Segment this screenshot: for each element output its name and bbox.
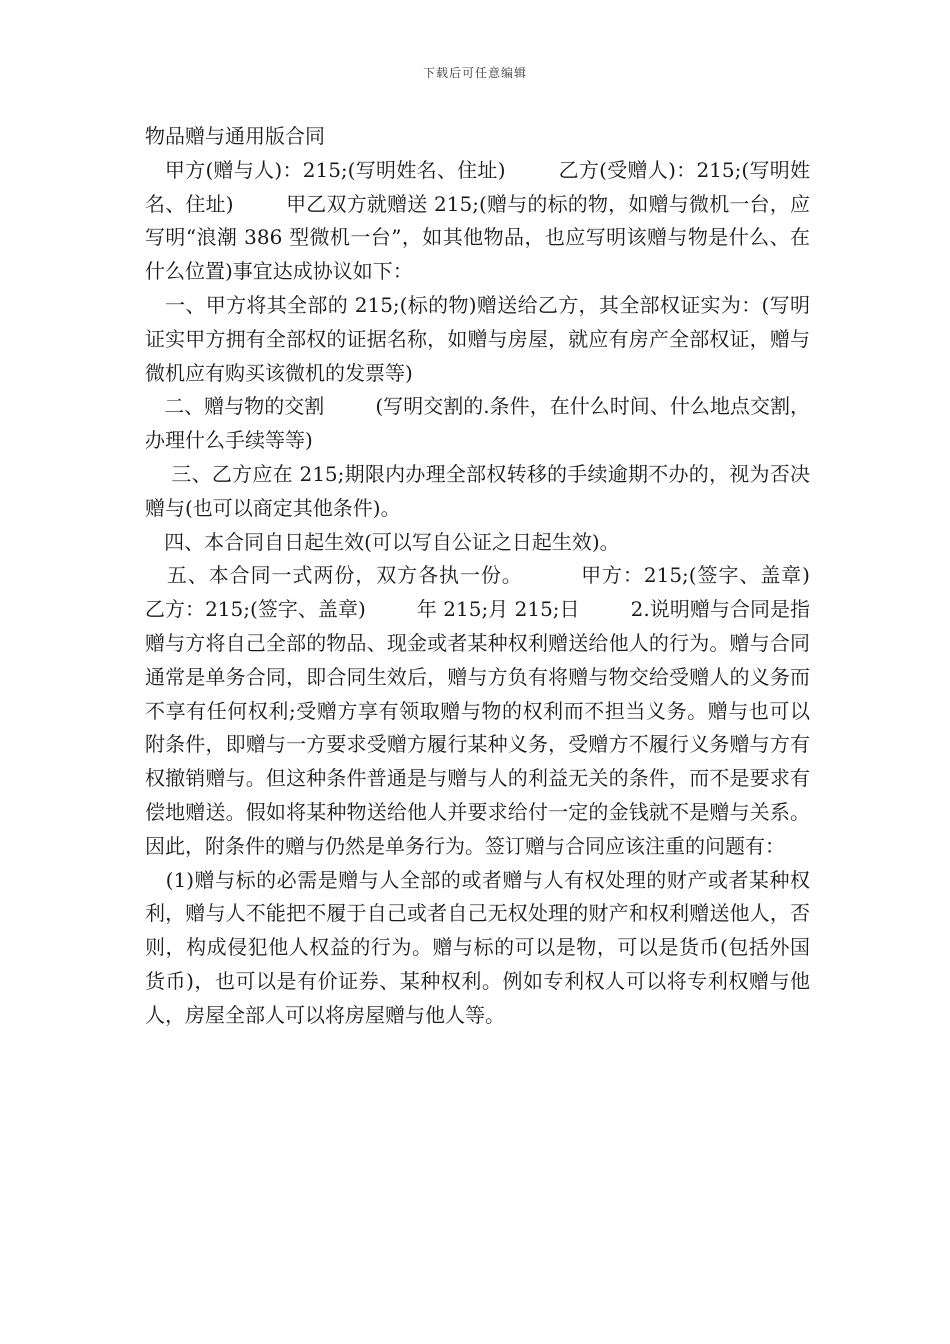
paragraph-clause-1: 一、甲方将其全部的 215;(标的物)赠送给乙方，其全部权证实为：(写明证实甲方拥有全部权的证据名称，如赠与房屋，就应有房产全部权证，赠与微机应有购买该微机的发票等) (145, 292, 810, 385)
paragraph-parties: 甲方(赠与人)：215;(写明姓名、住址) 乙方(受赠人)：215;(写明姓名、住址) 甲乙双方就赠送 215;(赠与的标的物，如赠与微机一台，应写明“浪潮 386 型微机一台”，如其他物品，也应写明该赠与物是什么、在什么位置)事宜达成协议如下： (145, 157, 810, 284)
paragraph-note-1: (1)赠与标的必需是赠与人全部的或者赠与人有权处理的财产或者某种权利，赠与人不能把不履于自己或者自己无权处理的财产和权利赠送他人，否则，构成侵犯他人权益的行为。赠与标的可以是物，可以是货币(包括外国货币)，也可以是有价证券、某种权利。例如专利权人可以将专利权赠与他人，房屋全部人可以将房屋赠与他人等。 (145, 867, 810, 1027)
paragraph-clause-5-and-notes: 五、本合同一式两份，双方各执一份。 甲方：215;(签字、盖章) 乙方：215;(签字、盖章) 年 215;月 215;日 2.说明赠与合同是指赠与方将自己全部的物品、现金或者某种权利赠送给他人的行为。赠与合同通常是单务合同，即合同生效后，赠与方负有将赠与物交给受赠人的义务而不享有任何权利;受赠方享有领取赠与物的权利而不担当义务。赠与也可以附条件，即赠与一方要求受赠方履行某种义务，受赠方不履行义务赠与方有权撤销赠与。但这种条件普通是与赠与人的利益无关的条件，而不是要求有偿地赠送。假如将某种物送给他人并要求给付一定的金钱就不是赠与关系。因此，附条件的赠与仍然是单务行为。签订赠与合同应该注重的问题有： (145, 563, 861, 858)
paragraph-clause-4: 四、本合同自日起生效(可以写自公证之日起生效)。 (145, 529, 620, 554)
paragraph-clause-2: 二、赠与物的交割 (写明交割的.条件，在什么时间、什么地点交割，办理什么手续等等) (145, 394, 810, 453)
page-header: 下载后可任意编辑 (422, 66, 527, 80)
document-title: 物品赠与通用版合同 (145, 124, 325, 148)
document-body (145, 120, 861, 1033)
paragraph-clause-3: 三、乙方应在 215;期限内办理全部权转移的手续逾期不办的，视为否决赠与(也可以商定其他条件)。 (145, 461, 810, 520)
